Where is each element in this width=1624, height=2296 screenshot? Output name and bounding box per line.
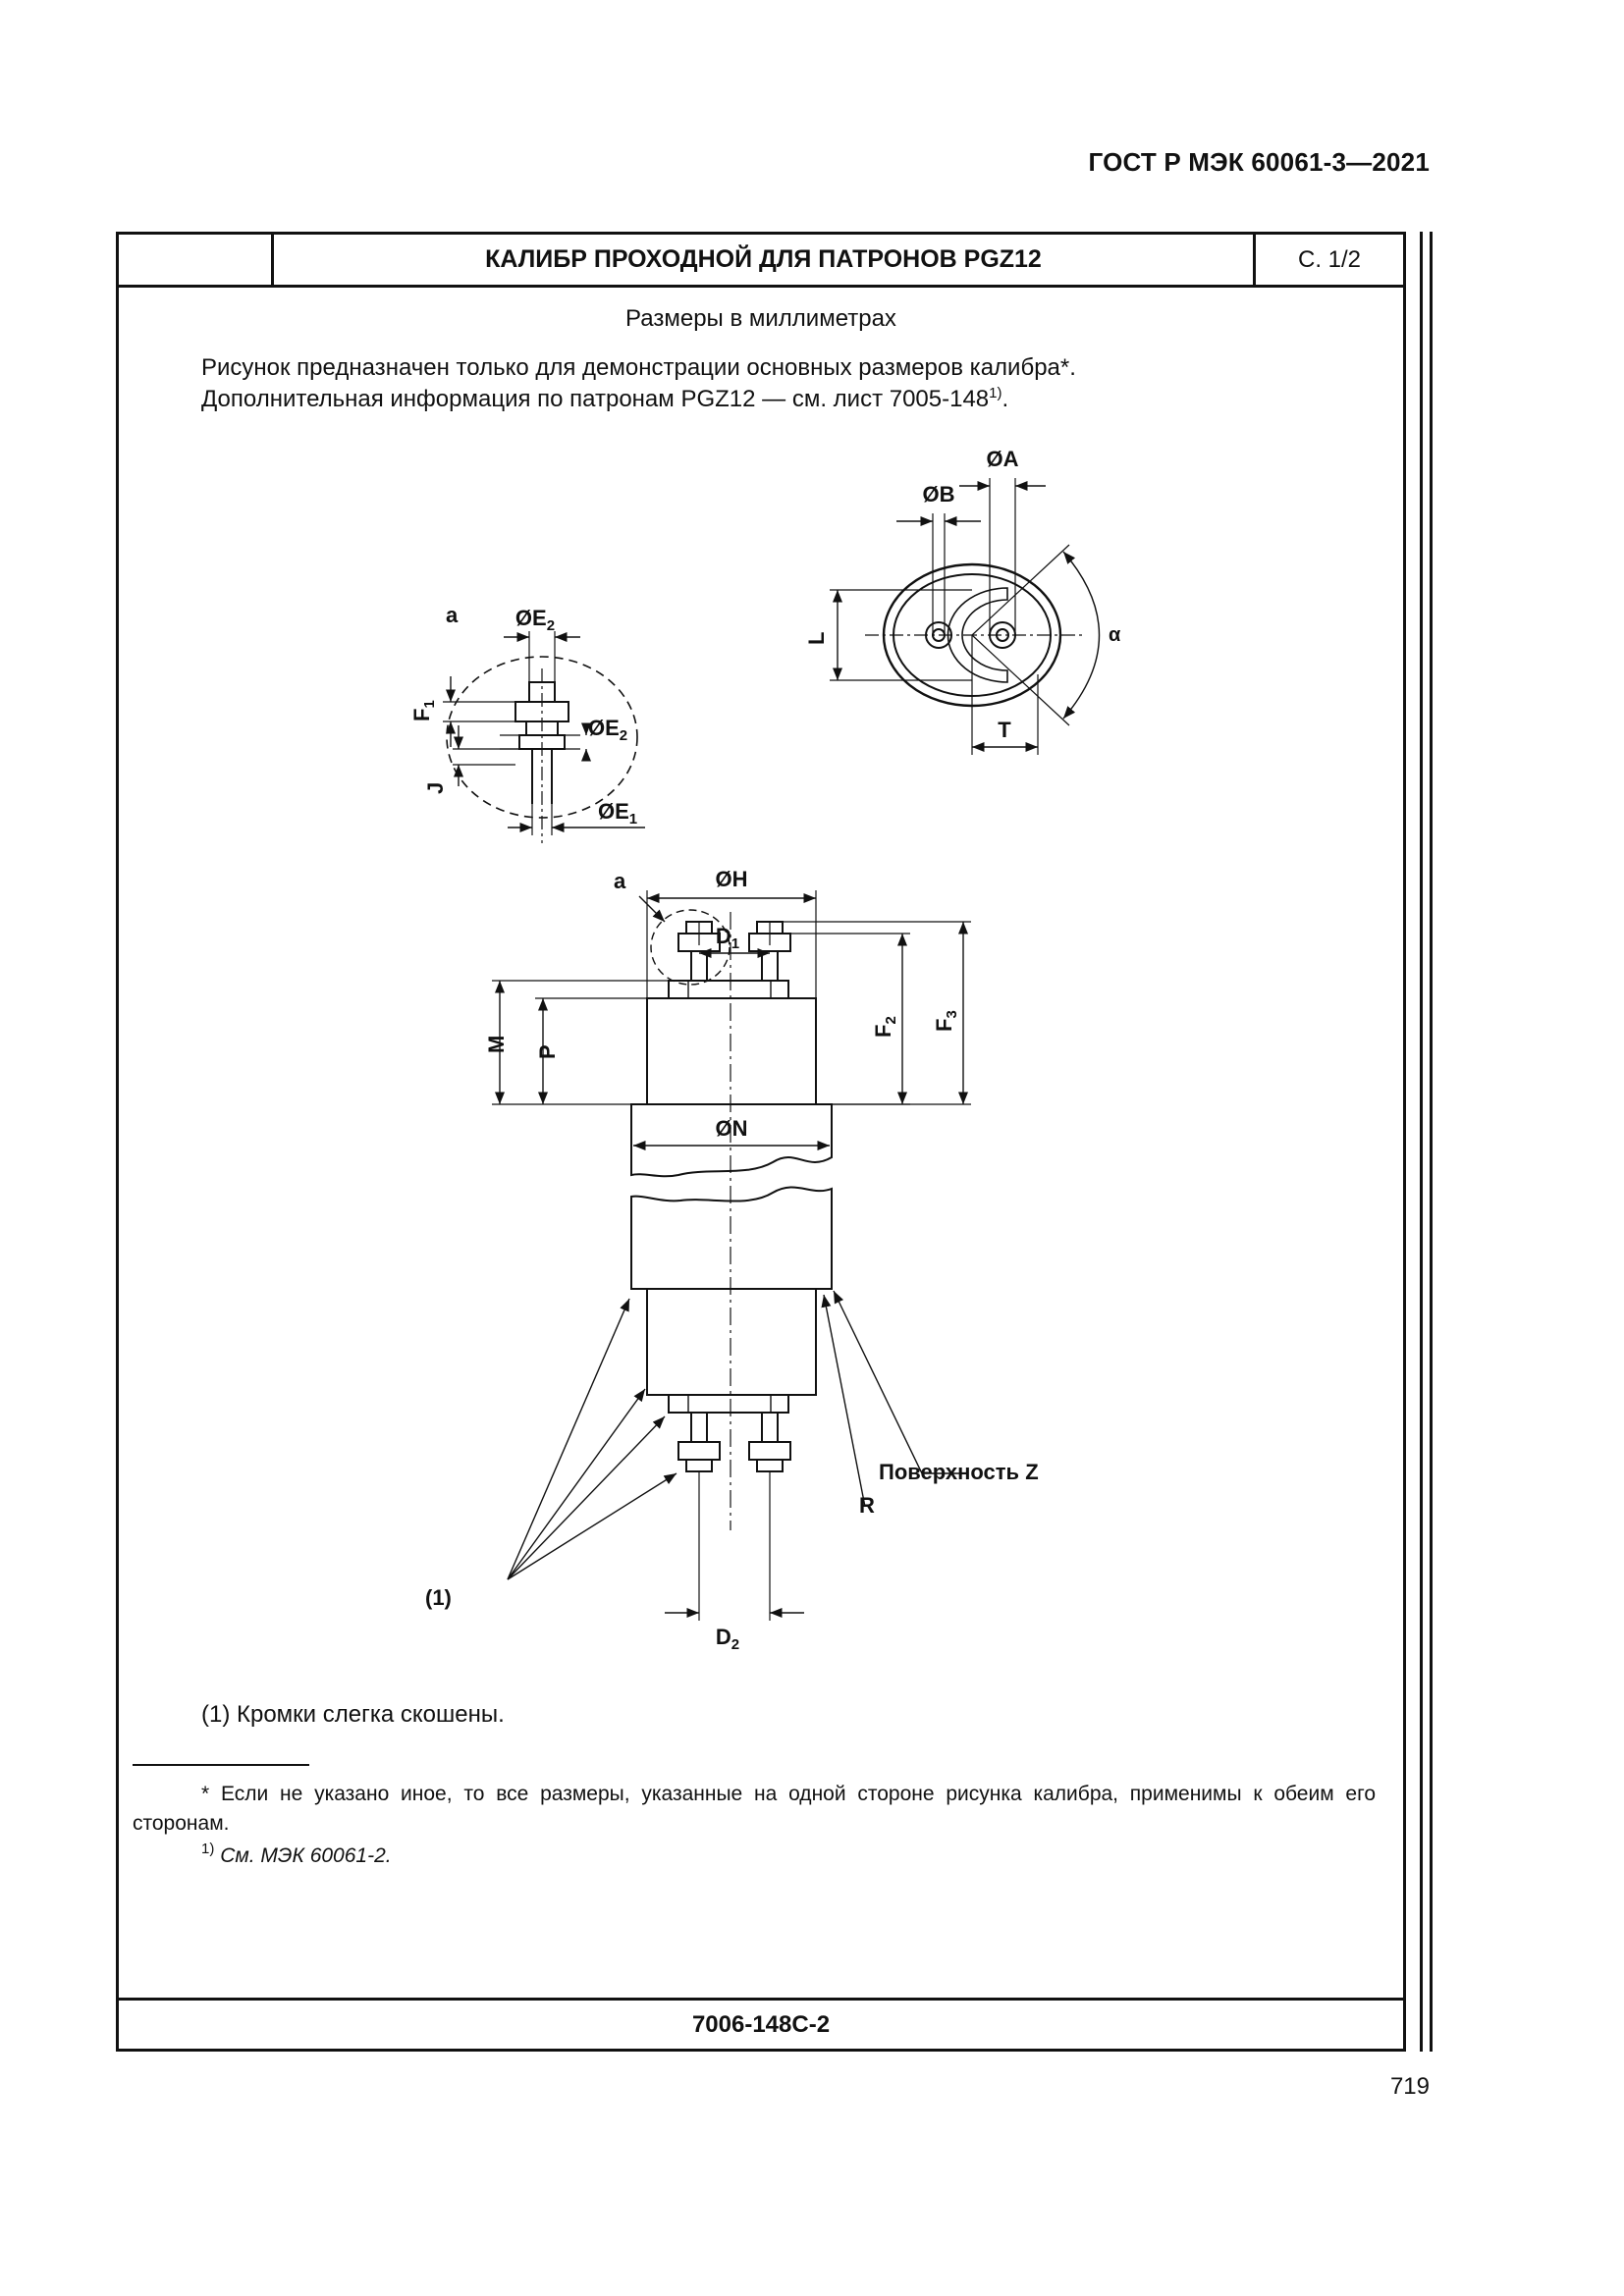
label-D1 [716, 924, 739, 952]
label-F3-main: F [932, 1018, 956, 1032]
edge-note: (1) Кромки слегка скошены. [201, 1701, 505, 1728]
label-L: L [804, 631, 829, 645]
lower-body [647, 1289, 816, 1395]
sheet-edge-rule-2 [1430, 232, 1433, 2052]
label-D1-main: D [715, 924, 731, 948]
label-P: P [535, 1044, 560, 1059]
label-phiE1-sub: 1 [628, 811, 638, 828]
label-F3 [932, 1010, 960, 1032]
edge-leader-4 [508, 1473, 677, 1579]
sheet-title: КАЛИБР ПРОХОДНОЙ ДЛЯ ПАТРОНОВ PGZ12 [274, 235, 1256, 285]
end-view [830, 478, 1100, 755]
page-number: 719 [1389, 2073, 1430, 2100]
label-surface-z: Поверхность Z [879, 1460, 1039, 1484]
edge-leader-2 [508, 1389, 645, 1579]
label-J: J [423, 781, 448, 794]
label-T: T [998, 718, 1011, 742]
drawing-sheet [116, 232, 1406, 2052]
radius-r-leader [824, 1295, 865, 1507]
alpha-ray-top [972, 545, 1069, 635]
gauge-drawing [119, 235, 1403, 2002]
label-F2-sub: 2 [883, 1016, 899, 1025]
label-D2-main: D [715, 1625, 731, 1649]
footnote-star-text: * Если не указано иное, то все размеры, указанные на одной стороне рисунка калибра, применимы к обеим его сторонам. [133, 1783, 1376, 1835]
label-phiE1-main: ØE [598, 799, 629, 824]
label-F2-main: F [871, 1024, 895, 1038]
label-D1-sub: 1 [731, 935, 740, 952]
label-F1 [409, 700, 438, 721]
label-alpha: α [1109, 624, 1121, 646]
standard-designation: ГОСТ Р МЭК 60061-3—2021 [1088, 147, 1430, 177]
alpha-ray-bottom [972, 635, 1069, 725]
footnote-ref-mark: 1) [201, 1841, 215, 1857]
sheet-code: 7006-148С-2 [119, 1998, 1403, 2049]
label-F2 [871, 1016, 899, 1038]
main-cylinder-bottom [631, 1187, 832, 1289]
label-phiE2-side-sub: 2 [619, 727, 628, 744]
label-a-main: a [614, 869, 626, 893]
intro-line-2-end: . [1001, 386, 1009, 412]
intro-line-1: Рисунок предназначен только для демонстрации основных размеров калибра*. [201, 354, 1076, 381]
label-phiE2-top [515, 606, 555, 634]
label-R: R [859, 1493, 875, 1518]
intro-footnote-ref: 1) [989, 385, 1002, 401]
footnote-separator [133, 1764, 309, 1766]
label-F1-sub: 1 [421, 700, 438, 709]
bottom-pin-right-head [749, 1442, 790, 1460]
upper-body [647, 998, 816, 1104]
label-phiE2-side-main: ØE [588, 716, 620, 740]
detail-a-leader [639, 896, 665, 922]
label-F3-sub: 3 [944, 1010, 960, 1019]
footnote-ref [201, 1841, 392, 1868]
label-D2 [716, 1625, 739, 1653]
label-edge-ref: (1) [425, 1585, 452, 1610]
units-note: Размеры в миллиметрах [625, 305, 896, 332]
edge-leader-1 [508, 1299, 629, 1579]
label-F1-main: F [409, 708, 434, 721]
label-phiE2-side [588, 716, 627, 744]
label-phiE2-top-main: ØE [514, 606, 547, 630]
bottom-pin-left-tip [686, 1460, 712, 1471]
sheet-edge-rule-1 [1420, 232, 1423, 2052]
intro-line-2-text: Дополнительная информация по патронам PGZ12 — см. лист 7005-148 [201, 386, 990, 412]
bottom-pin-left-head [678, 1442, 720, 1460]
label-phiN: ØN [715, 1116, 748, 1141]
edge-leader-3 [508, 1416, 665, 1579]
label-phiH: ØH [715, 867, 748, 891]
label-phiB: ØB [922, 482, 955, 507]
label-D2-sub: 2 [731, 1636, 740, 1653]
label-phiA: ØA [986, 447, 1019, 471]
footnote-ref-text: См. МЭК 60061-2. [220, 1844, 392, 1867]
label-phiE1 [598, 799, 637, 828]
side-view [492, 890, 971, 1621]
label-M: M [484, 1035, 509, 1053]
label-a-detail: a [446, 603, 459, 627]
sheet-number: С. 1/2 [1297, 245, 1362, 273]
bottom-pin-right-tip [757, 1460, 783, 1471]
label-phiE2-top-sub: 2 [546, 617, 556, 634]
footnote-star [133, 1780, 1376, 1839]
